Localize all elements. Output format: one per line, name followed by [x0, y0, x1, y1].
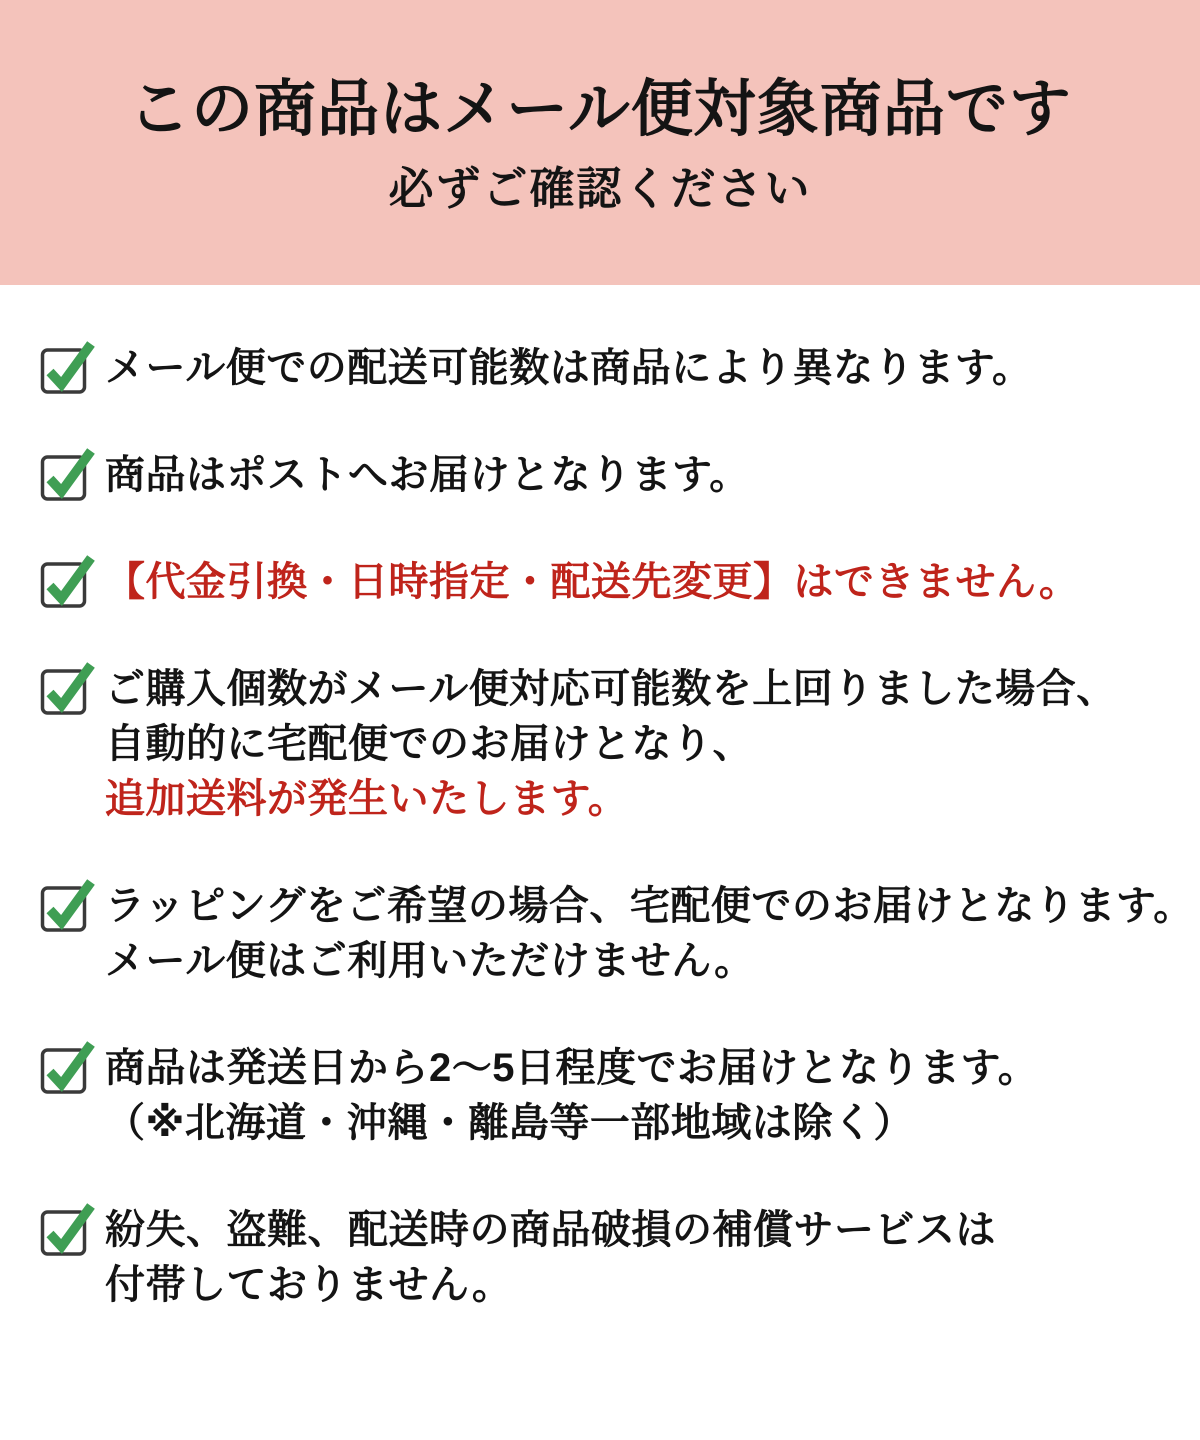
- list-item: [40, 341, 1170, 396]
- checked-checkbox-icon: [40, 1041, 96, 1095]
- item-text: [105, 1203, 996, 1313]
- header-banner: [0, 0, 1200, 285]
- checked-checkbox-icon: [40, 662, 96, 716]
- item-text-line: 付帯しておりません。: [105, 1263, 513, 1307]
- page-title: この商品はメール便対象商品です: [128, 75, 1072, 144]
- item-text-line: ラッピングをご希望の場合、宅配便でのお届けとなります。: [105, 884, 1194, 928]
- item-text-line: 【代金引換・日時指定・配送先変更】はできません。: [105, 560, 1080, 604]
- checked-checkbox-icon: [40, 1203, 96, 1257]
- list-item: [40, 879, 1194, 989]
- item-text-line: 追加送料が発生いたします。: [105, 777, 629, 821]
- checked-checkbox-icon: [40, 879, 96, 933]
- list-item: [40, 1041, 1170, 1151]
- item-text-line: 商品は発送日から2〜5日程度でお届けとなります。: [105, 1046, 1039, 1090]
- item-text: [105, 879, 1194, 989]
- item-text: [105, 341, 1033, 396]
- item-text: [105, 448, 750, 503]
- list-item: [40, 662, 1170, 827]
- checked-checkbox-icon: [40, 341, 96, 395]
- page-subtitle: 必ずご確認ください: [388, 163, 812, 215]
- item-text: [105, 555, 1079, 610]
- list-item: [40, 448, 1170, 503]
- item-text-line: メール便はご利用いただけません。: [105, 939, 755, 983]
- checked-checkbox-icon: [40, 448, 96, 502]
- notice-checklist: [0, 285, 1200, 1313]
- checked-checkbox-icon: [40, 555, 96, 609]
- item-text-line: メール便での配送可能数は商品により異なります。: [105, 346, 1033, 390]
- list-item: [40, 1203, 1170, 1313]
- item-text: [105, 1041, 1038, 1151]
- item-text: [105, 662, 1117, 827]
- item-text-line: 商品はポストへお届けとなります。: [105, 453, 750, 497]
- item-text-line: 紛失、盗難、配送時の商品破損の補償サービスは: [105, 1208, 996, 1252]
- item-text-line: （※北海道・沖縄・離島等一部地域は除く）: [105, 1101, 914, 1145]
- item-text-line: 自動的に宅配便でのお届けとなり、: [105, 722, 753, 766]
- item-text-line: ご購入個数がメール便対応可能数を上回りました場合、: [105, 667, 1117, 711]
- list-item: [40, 555, 1170, 610]
